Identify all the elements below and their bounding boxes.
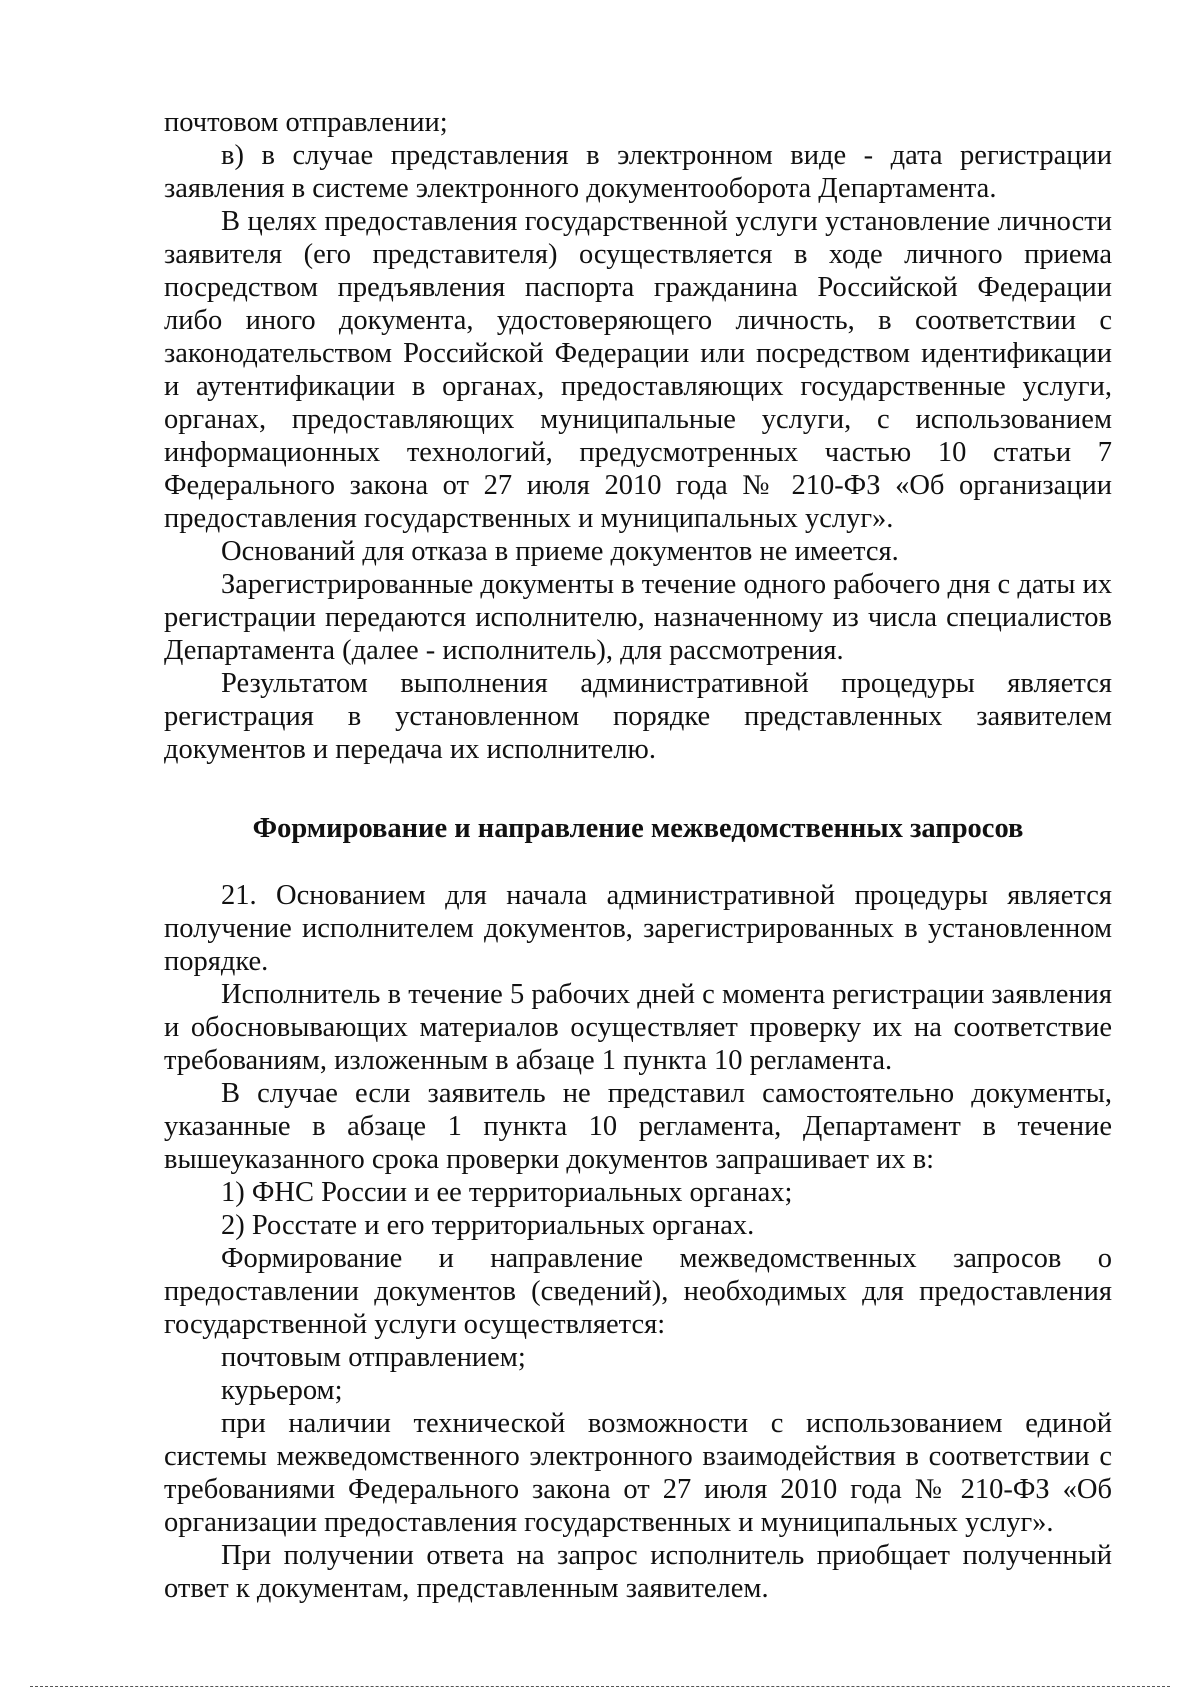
paragraph-continuation: почтовом отправлении; (164, 107, 448, 138)
list-item-rosstat: 2) Росстате и его территориальных органах. (221, 1210, 755, 1241)
paragraph-no-refusal-grounds: Оснований для отказа в приеме документов не имеется. (221, 536, 899, 567)
paragraph-registered-documents: Зарегистрированные документы в течение одного рабочего дня с даты их регистрации передаются исполнителю, назначенному из числа специалистов Департамента (далее - исполнитель), для рассмотрения. (164, 569, 1112, 666)
section-heading: Формирование и направление межведомственных запросов (252, 813, 1024, 844)
bottom-divider (30, 1686, 1170, 1687)
paragraph-procedure-result: Результатом выполнения административной процедуры является регистрация в установленном порядке представленных заявителем документов и передача их исполнителю. (164, 668, 1112, 765)
list-item-fns: 1) ФНС России и ее территориальных органах; (221, 1177, 793, 1208)
paragraph-request-forming: Формирование и направление межведомственных запросов о предоставлении документов (сведений), необходимых для предоставления государственной услуги осуществляется: (164, 1243, 1112, 1340)
paragraph-electronic-submission: в) в случае представления в электронном виде - дата регистрации заявления в системе электронного документооборота Департамента. (164, 140, 1112, 204)
paragraph-executor-check: Исполнитель в течение 5 рабочих дней с момента регистрации заявления и обосновывающих материалов осуществляет проверку их на соответствие требованиям, изложенным в абзаце 1 пункта 10 регламента. (164, 979, 1112, 1076)
document-body (164, 106, 1112, 1605)
list-item-electronic-system: при наличии технической возможности с использованием единой системы межведомственного электронного взаимодействия в соответствии с требованиями Федерального закона от 27 июля 2010 года № 210-ФЗ «Об организации предоставления государственных и муниципальных услуг». (164, 1408, 1112, 1538)
paragraph-item-21: 21. Основанием для начала административной процедуры является получение исполнителем документов, зарегистрированных в установленном порядке. (164, 880, 1112, 977)
list-item-courier: курьером; (221, 1375, 343, 1406)
paragraph-identity-verification: В целях предоставления государственной услуги установление личности заявителя (его представителя) осуществляется в ходе личного приема посредством предъявления паспорта гражданина Российской Федерации либо иного документа, удостоверяющего личность, в соответствии с законодательством Российской Федерации или посредством идентификации и аутентификации в органах, предоставляющих государственные услуги, органах, предоставляющих муниципальные услуги, с использованием информационных технологий, предусмотренных частью 10 статьи 7 Федерального закона от 27 июля 2010 года № 210-ФЗ «Об организации предоставления государственных и муниципальных услуг». (164, 206, 1112, 534)
list-item-postal: почтовым отправлением; (221, 1342, 526, 1373)
paragraph-missing-documents: В случае если заявитель не представил самостоятельно документы, указанные в абзаце 1 пункта 10 регламента, Департамент в течение вышеуказанного срока проверки документов запрашивает их в: (164, 1078, 1112, 1175)
paragraph-response-attach: При получении ответа на запрос исполнитель приобщает полученный ответ к документам, представленным заявителем. (164, 1540, 1112, 1604)
